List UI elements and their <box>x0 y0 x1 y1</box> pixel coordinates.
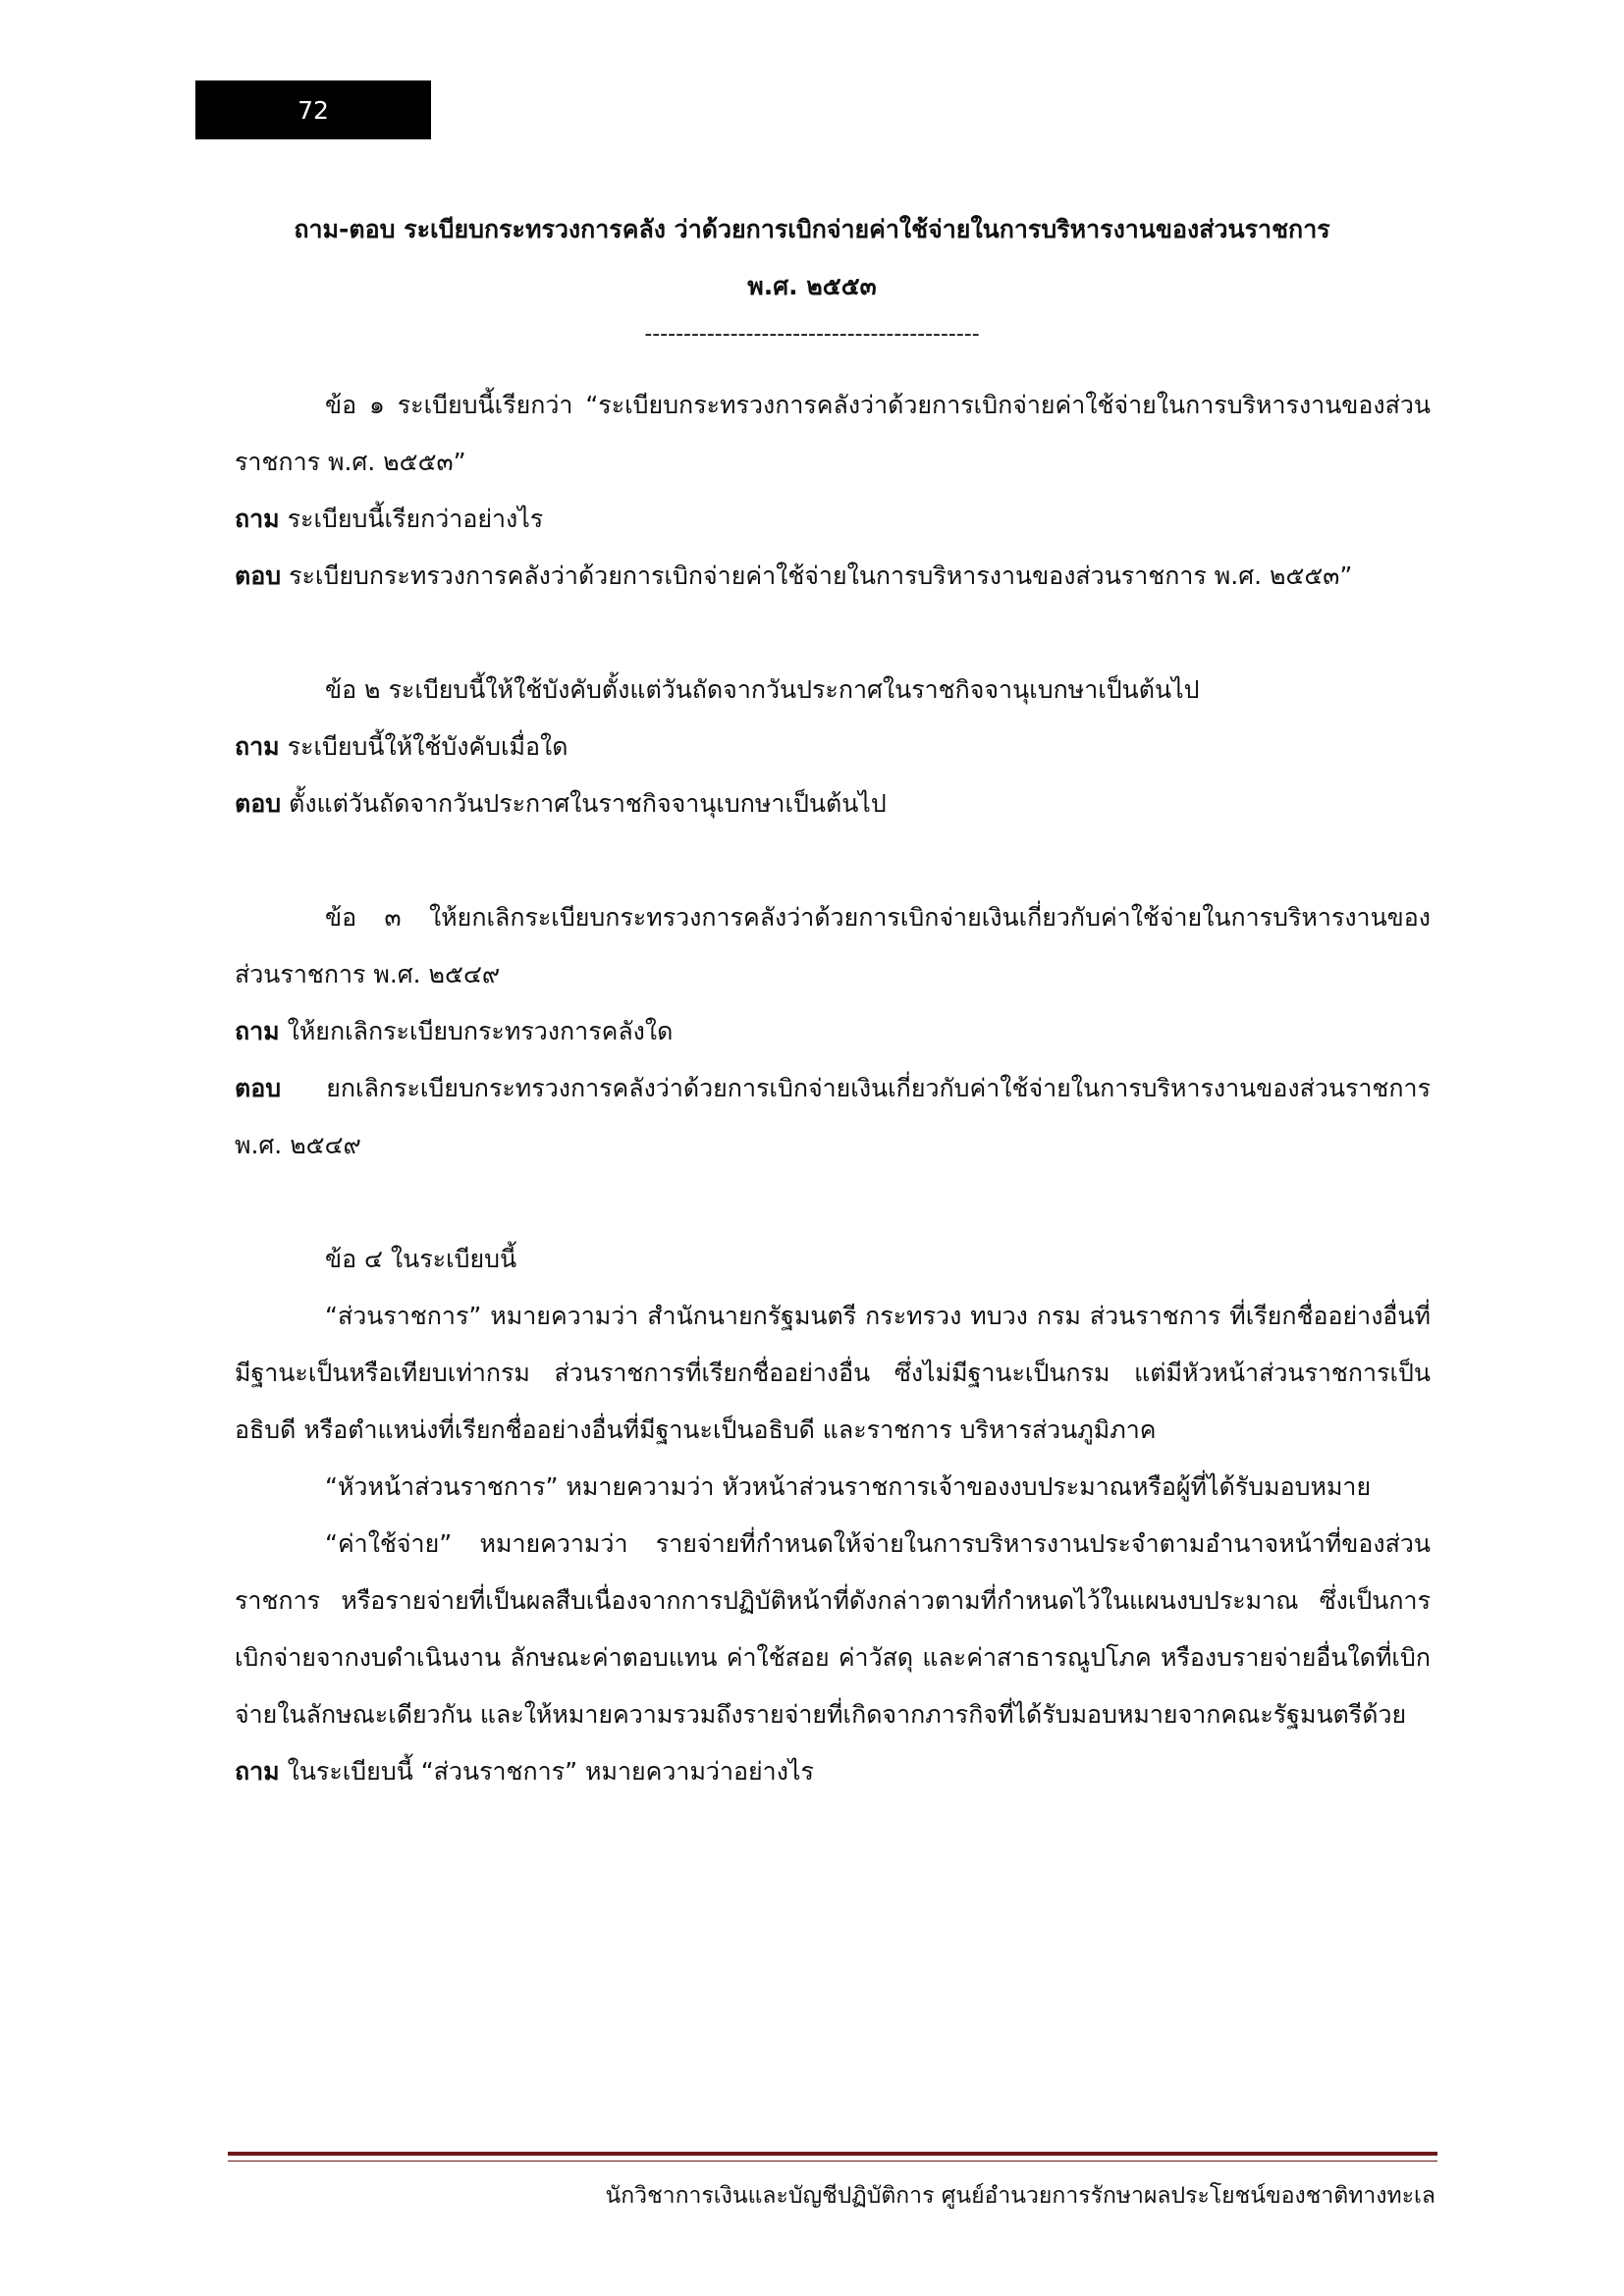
page-number-box <box>195 80 431 139</box>
answer-label: ตอบ <box>235 1074 282 1102</box>
document-title: ถาม-ตอบ ระเบียบกระทรวงการคลัง ว่าด้วยการเบิกจ่ายค่าใช้จ่ายในการบริหารงานของส่วนราชการ <box>294 215 1330 243</box>
clause-4-heading: ข้อ ๔ ในระเบียบนี้ <box>325 1245 517 1273</box>
definition-expenses: “ค่าใช้จ่าย” หมายความว่า รายจ่ายที่กำหนดให้จ่ายในการบริหารงานประจำตามอำนาจหน้าที่ของส่วนราชการ หรือรายจ่ายที่เป็นผลสืบเนื่องจากการปฏิบัติหน้าที่ดังกล่าวตามที่กำหนดไว้ในแผนงบประมาณ ซึ่งเป็นการเบิกจ่ายจากงบดำเนินงาน ลักษณะค่าตอบแทน ค่าใช้สอย ค่าวัสดุ และค่าสาธารณูปโภค หรืองบรายจ่ายอื่นใดที่เบิกจ่ายในลักษณะเดียวกัน และให้หมายความรวมถึงรายจ่ายที่เกิดจากภารกิจที่ได้รับมอบหมายจากคณะรัฐมนตรีด้วย <box>235 1529 1431 1729</box>
title-separator: ------------------------------------------- <box>644 322 980 347</box>
section-gap <box>235 1174 1431 1231</box>
question-text: ระเบียบนี้ให้ใช้บังคับเมื่อใด <box>287 732 568 761</box>
answer-1 <box>235 548 1431 605</box>
clause-2: ข้อ ๒ ระเบียบนี้ให้ใช้บังคับตั้งแต่วันถัดจากวันประกาศในราชกิจจานุเบกษาเป็นต้นไป <box>325 675 1200 704</box>
question-1 <box>235 491 1431 548</box>
footer-rule <box>228 2152 1437 2156</box>
clause-3: ข้อ ๓ ให้ยกเลิกระเบียบกระทรวงการคลังว่าด้วยการเบิกจ่ายเงินเกี่ยวกับค่าใช้จ่ายในการบริหารงานของส่วนราชการ พ.ศ. ๒๕๔๙ <box>235 903 1431 988</box>
document-title-year: พ.ศ. ๒๕๕๓ <box>747 272 877 300</box>
question-label: ถาม <box>235 732 280 761</box>
answer-2 <box>235 775 1431 832</box>
answer-text: ยกเลิกระเบียบกระทรวงการคลังว่าด้วยการเบิกจ่ายเงินเกี่ยวกับค่าใช้จ่ายในการบริหารงานของส่วนราชการ พ.ศ. ๒๕๔๙ <box>235 1074 1431 1159</box>
clause-1: ข้อ ๑ ระเบียบนี้เรียกว่า “ระเบียบกระทรวงการคลังว่าด้วยการเบิกจ่ายค่าใช้จ่ายในการบริหารงานของส่วนราชการ พ.ศ. ๒๕๕๓” <box>235 391 1431 476</box>
question-text: ในระเบียบนี้ “ส่วนราชการ” หมายความว่าอย่างไร <box>287 1757 814 1786</box>
question-label: ถาม <box>235 505 280 533</box>
document-body <box>235 377 1431 1800</box>
section-gap <box>235 605 1431 662</box>
footer-rule-thin <box>228 2161 1437 2162</box>
answer-label: ตอบ <box>235 561 282 590</box>
question-4 <box>235 1743 1431 1800</box>
question-label: ถาม <box>235 1757 280 1786</box>
question-2 <box>235 719 1431 775</box>
answer-3 <box>235 1060 1431 1174</box>
question-label: ถาม <box>235 1017 280 1045</box>
question-text: ระเบียบนี้เรียกว่าอย่างไร <box>287 505 544 533</box>
section-gap <box>235 832 1431 889</box>
page-number: 72 <box>298 95 329 125</box>
question-3 <box>235 1003 1431 1060</box>
answer-label: ตอบ <box>235 789 282 818</box>
footer-text: นักวิชาการเงินและบัญชีปฏิบัติการ ศูนย์อำนวยการรักษาผลประโยชน์ของชาติทางทะเล <box>605 2183 1435 2209</box>
definition-agency-head: “หัวหน้าส่วนราชการ” หมายความว่า หัวหน้าส่วนราชการเจ้าของงบประมาณหรือผู้ที่ได้รับมอบหมาย <box>325 1472 1372 1501</box>
definition-government-agency: “ส่วนราชการ” หมายความว่า สำนักนายกรัฐมนตรี กระทรวง ทบวง กรม ส่วนราชการ ที่เรียกชื่ออย่างอื่นที่มีฐานะเป็นหรือเทียบเท่ากรม ส่วนราชการที่เรียกชื่ออย่างอื่น ซึ่งไม่มีฐานะเป็นกรม แต่มีหัวหน้าส่วนราชการเป็นอธิบดี หรือตำแหน่งที่เรียกชื่ออย่างอื่นที่มีฐานะเป็นอธิบดี และราชการ บริหารส่วนภูมิภาค <box>235 1302 1431 1444</box>
answer-text: ระเบียบกระทรวงการคลังว่าด้วยการเบิกจ่ายค่าใช้จ่ายในการบริหารงานของส่วนราชการ พ.ศ. ๒๕๕๓” <box>289 561 1353 590</box>
answer-text: ตั้งแต่วันถัดจากวันประกาศในราชกิจจานุเบกษาเป็นต้นไป <box>289 789 887 818</box>
question-text: ให้ยกเลิกระเบียบกระทรวงการคลังใด <box>287 1017 674 1045</box>
